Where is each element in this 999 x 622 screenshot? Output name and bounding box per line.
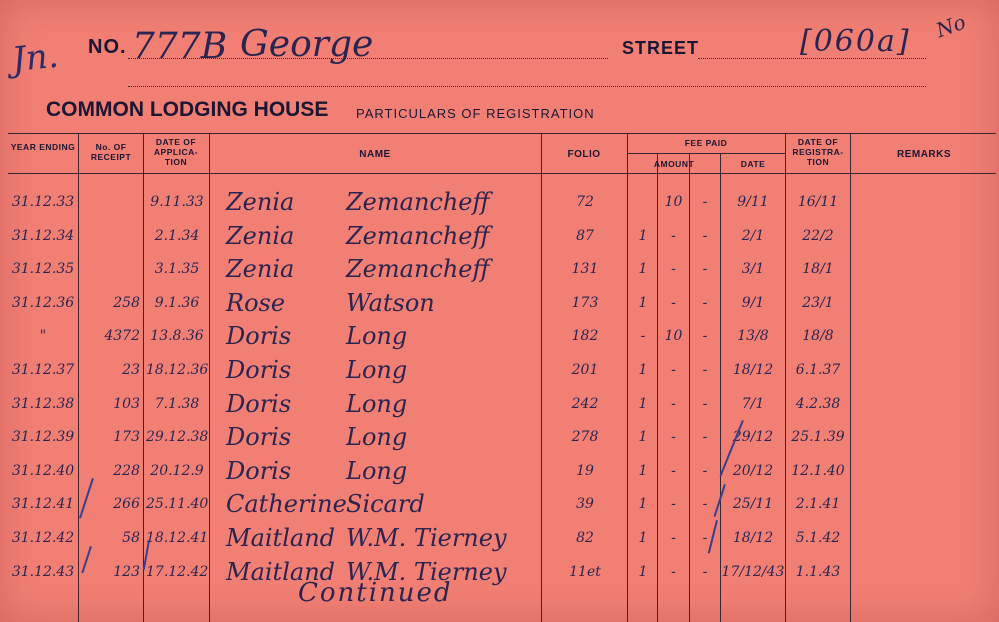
number-label: NO. [88, 36, 127, 58]
cell-paid-date: 3/1 [741, 261, 765, 278]
last-name: Zemancheff [346, 188, 490, 216]
cell-registered: 6.1.37 [795, 362, 841, 378]
cell-year: 31.12.37 [11, 362, 75, 378]
cell-amt1: 1 [638, 429, 648, 446]
cell-name [226, 524, 507, 552]
cell-folio: 39 [576, 496, 594, 513]
header-remarks: REMARKS [896, 149, 952, 160]
cell-name [226, 423, 408, 452]
last-name: Long [346, 356, 408, 384]
cell-paid-date: 20/12 [732, 462, 774, 479]
header-year-ending: YEAR ENDING [10, 142, 76, 152]
cell-amt2: - [671, 294, 676, 311]
cell-receipt: 23 [122, 362, 140, 378]
cell-year: 31.12.33 [11, 194, 75, 210]
cell-name [226, 356, 408, 384]
first-name: Doris [226, 389, 292, 418]
cell-paid-date: 13/8 [737, 328, 769, 345]
cell-registered: 2.1.41 [795, 496, 841, 513]
cell-registered: 18/1 [802, 261, 834, 278]
cell-amt1: 1 [638, 261, 648, 278]
cell-paid-date: 25/11 [732, 496, 774, 513]
second-dotted-line [128, 86, 926, 87]
last-name: Zemancheff [346, 221, 490, 250]
cell-year: 31.12.34 [11, 227, 75, 244]
header-date-registration: DATE OF REGISTRA- TION [792, 137, 844, 167]
first-name: Doris [226, 423, 292, 452]
cell-year: 31.12.40 [11, 462, 75, 479]
cell-name [226, 221, 490, 250]
continued-note: Continued [298, 578, 453, 608]
cell-registered: 5.1.42 [795, 530, 841, 546]
cell-amt3: - [702, 194, 708, 210]
table-top-rule [8, 133, 996, 134]
last-name: Long [346, 423, 408, 452]
cell-registered: 16/11 [797, 194, 839, 210]
cell-paid-date: 17/12/43 [721, 563, 785, 580]
cell-receipt: 266 [113, 496, 140, 513]
cell-name [226, 255, 490, 284]
last-name: W.M. Tierney [346, 557, 507, 586]
cell-amt3: - [702, 328, 708, 345]
first-name: Zenia [226, 188, 295, 216]
cell-year: 31.12.38 [11, 395, 75, 412]
cell-year: 31.12.39 [11, 429, 75, 446]
cell-year: 31.12.35 [11, 261, 75, 278]
header-fee-paid: FEE PAID [684, 138, 728, 148]
cell-application: 18.12.41 [146, 530, 209, 546]
cell-registered: 4.2.38 [795, 395, 841, 412]
cell-folio: 11et [569, 563, 601, 580]
first-name: Doris [226, 356, 292, 384]
last-name: W.M. Tierney [346, 524, 507, 552]
cell-amt3: - [702, 429, 708, 446]
table-header-rule [8, 173, 996, 174]
first-name: Zenia [226, 255, 295, 284]
cell-paid-date: 7/1 [741, 395, 765, 412]
cell-folio: 82 [576, 530, 594, 546]
cell-amt3: - [702, 362, 708, 378]
cell-name [226, 389, 408, 418]
cell-folio: 19 [576, 462, 594, 479]
cell-amt1: 1 [638, 496, 648, 513]
cell-amt3: - [702, 261, 708, 278]
cell-registered: 1.1.43 [795, 563, 841, 580]
cell-amt3: - [702, 294, 708, 311]
prefix-mark: Jn. [10, 35, 61, 81]
table-row [0, 390, 999, 423]
last-name: Sicard [346, 490, 425, 519]
cell-amt2: - [671, 563, 676, 580]
cell-application: 9.1.36 [154, 294, 200, 311]
table-row [0, 558, 999, 591]
table-row [0, 188, 999, 221]
last-name: Watson [346, 288, 435, 317]
cell-amt3: - [702, 496, 708, 513]
cell-amt2: - [671, 227, 676, 244]
cell-amt3: - [702, 563, 708, 580]
cell-year: 31.12.36 [11, 294, 75, 311]
table-row [0, 322, 999, 355]
card-title: COMMON LODGING HOUSE [46, 98, 329, 121]
header-amount: AMOUNT [653, 159, 695, 169]
cell-receipt: 258 [113, 294, 140, 311]
reference-number: [060a] [800, 24, 911, 59]
cell-name [226, 490, 425, 519]
card-subtitle: PARTICULARS OF REGISTRATION [356, 106, 595, 121]
cell-folio: 201 [571, 362, 599, 378]
cell-paid-date: 29/12 [732, 429, 774, 446]
cell-amt1: 1 [638, 362, 648, 378]
cell-receipt: 4372 [104, 328, 140, 345]
cell-receipt: 228 [113, 462, 140, 479]
cell-application: 17.12.42 [146, 563, 209, 580]
cell-paid-date: 18/12 [732, 530, 774, 546]
cell-folio: 131 [571, 261, 599, 278]
first-name: Maitland [226, 524, 336, 552]
header-folio: FOLIO [567, 149, 601, 160]
cell-registered: 23/1 [802, 294, 834, 311]
last-name: Long [346, 456, 408, 485]
cell-amt2: - [671, 462, 676, 479]
cell-name [226, 188, 490, 216]
cell-year: " [39, 328, 47, 345]
first-name: Maitland [226, 557, 336, 586]
cell-amt2: 10 [664, 194, 683, 210]
cell-application: 3.1.35 [154, 261, 200, 278]
cell-folio: 242 [571, 395, 599, 412]
cell-amt1: 1 [638, 395, 648, 412]
cell-application: 25.11.40 [146, 496, 209, 513]
cell-paid-date: 9/1 [741, 294, 765, 311]
cell-application: 29.12.38 [146, 429, 209, 446]
cell-amt3: - [702, 462, 708, 479]
cell-amt1: - [640, 328, 646, 345]
header-date: DATE [740, 159, 766, 169]
cell-registered: 22/2 [802, 227, 834, 244]
cell-amt3: - [702, 530, 708, 546]
cell-folio: 87 [576, 227, 594, 244]
cell-application: 7.1.38 [154, 395, 200, 412]
table-row [0, 289, 999, 322]
cell-year: 31.12.43 [11, 563, 75, 580]
cell-year: 31.12.41 [11, 496, 75, 513]
cell-amt2: - [671, 530, 676, 546]
cell-paid-date: 2/1 [741, 227, 765, 244]
header-receipt: No. OF RECEIPT [90, 142, 132, 162]
cell-amt2: - [671, 395, 676, 412]
cell-folio: 72 [576, 194, 594, 210]
house-number: 777B [132, 26, 228, 67]
fee-paid-sub-rule [628, 153, 785, 154]
cell-paid-date: 9/11 [737, 194, 769, 210]
table-row [0, 457, 999, 490]
cell-registered: 18/8 [802, 328, 834, 345]
cell-folio: 182 [571, 328, 599, 345]
cell-receipt: 123 [113, 563, 140, 580]
cell-amt2: - [671, 496, 676, 513]
reference-note: No [932, 9, 969, 43]
cell-application: 13.8.36 [150, 328, 204, 345]
cell-name [226, 456, 408, 485]
cell-folio: 278 [571, 429, 599, 446]
cell-amt3: - [702, 395, 708, 412]
cell-application: 18.12.36 [146, 362, 209, 378]
table-row [0, 356, 999, 389]
cell-application: 20.12.9 [150, 462, 204, 479]
cell-name [226, 288, 435, 317]
first-name: Doris [226, 456, 292, 485]
first-name: Catherine [226, 490, 347, 519]
first-name: Doris [226, 322, 292, 351]
table-row [0, 255, 999, 288]
last-name: Zemancheff [346, 255, 490, 284]
first-name: Zenia [226, 221, 295, 250]
cell-amt1: 1 [638, 227, 648, 244]
street-name: George [240, 24, 374, 65]
cell-receipt: 103 [113, 395, 140, 412]
cell-amt1: 1 [638, 294, 648, 311]
cell-application: 9.11.33 [150, 194, 204, 210]
last-name: Long [346, 389, 408, 418]
street-label: STREET [622, 38, 700, 58]
cell-amt2: - [671, 362, 676, 378]
cell-amt3: - [702, 227, 708, 244]
cell-amt2: - [671, 429, 676, 446]
cell-amt1: 1 [638, 563, 648, 580]
header-name: NAME [359, 149, 391, 160]
cell-application: 2.1.34 [154, 227, 200, 244]
table-row [0, 423, 999, 456]
cell-receipt: 58 [122, 530, 140, 546]
cell-registered: 12.1.40 [791, 462, 845, 479]
cell-amt2: 10 [664, 328, 683, 345]
table-row [0, 222, 999, 255]
cell-amt2: - [671, 261, 676, 278]
cell-amt1: 1 [638, 462, 648, 479]
cell-year: 31.12.42 [11, 530, 75, 546]
first-name: Rose [226, 288, 286, 317]
cell-name [226, 322, 408, 351]
header-date-application: DATE OF APPLICA- TION [153, 137, 199, 167]
cell-receipt: 173 [113, 429, 140, 446]
cell-paid-date: 18/12 [732, 362, 774, 378]
cell-folio: 173 [571, 294, 599, 311]
table-row [0, 490, 999, 523]
cell-registered: 25.1.39 [791, 429, 845, 446]
last-name: Long [346, 322, 408, 351]
cell-amt1: 1 [638, 530, 648, 546]
